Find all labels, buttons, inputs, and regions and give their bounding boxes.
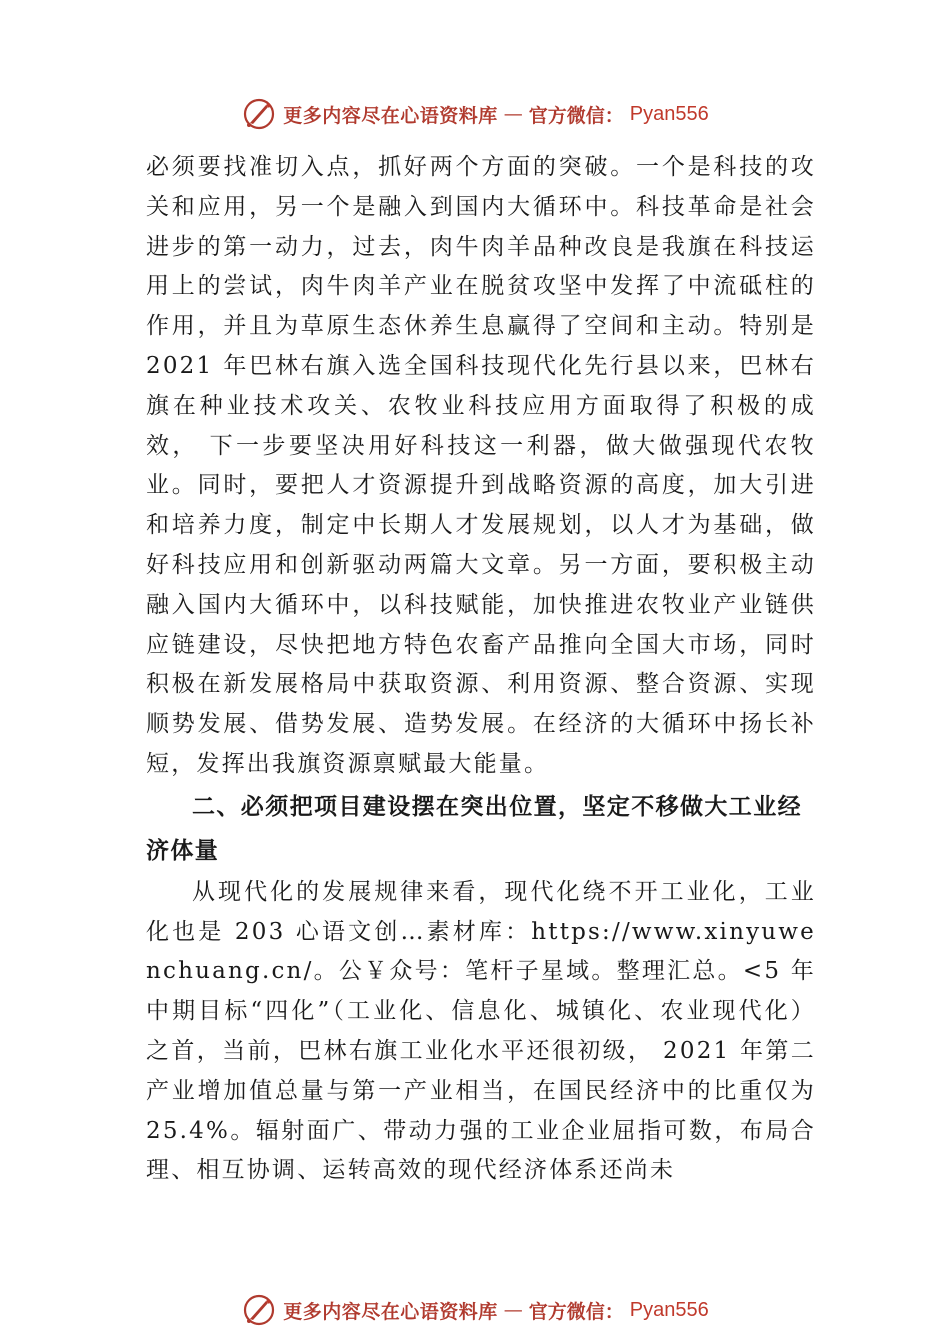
- footer-wechat-id: Pyan556: [629, 1298, 709, 1321]
- footer-official-label: 官方微信：: [528, 1300, 624, 1323]
- footer-separator: —: [503, 1299, 523, 1321]
- section-heading-2: 二、必须把项目建设摆在突出位置，坚定不移做大工业经济体量: [146, 793, 802, 864]
- quill-logo-icon: [241, 1292, 277, 1328]
- body-paragraph-2: 从现代化的发展规律来看，现代化绕不开工业化，工业化也是 203 心语文创…素材库：https://www.xinyuwenchuang.cn/。公￥众号：笔杆子星域。整理汇总。<5 年中期目标“四化”（工业化、信息化、城镇化、农业现代化）之首，当前，巴林右旗工业化水平还很初级， 2021 年第二产业增加值总量与第一产业相当，在国民经济中的比重仅为 25.4%。辐射面广、带动力强的工业企业屈指可数，布局合理、相互协调、运转高效的现代经济体系还尚未: [146, 878, 816, 1184]
- document-body: [146, 148, 816, 1191]
- quill-logo-icon: [241, 96, 277, 132]
- header-official-label: 官方微信：: [528, 104, 624, 127]
- footer-brand-text: 更多内容尽在心语资料库: [283, 1300, 498, 1323]
- header-watermark-banner: [0, 94, 950, 134]
- body-paragraph-1: 必须要找准切入点，抓好两个方面的突破。一个是科技的攻关和应用，另一个是融入到国内大循环中。科技革命是社会进步的第一动力，过去，肉牛肉羊品种改良是我旗在科技运用上的尝试，肉牛肉羊产业在脱贫攻坚中发挥了中流砥柱的作用，并且为草原生态休养生息赢得了空间和主动。特别是 2021 年巴林右旗入选全国科技现代化先行县以来，巴林右旗在种业技术攻关、农牧业科技应用方面取得了积极的成效， 下一步要坚决用好科技这一利器，做大做强现代农牧业。同时，要把人才资源提升到战略资源的高度，加大引进和培养力度，制定中长期人才发展规划，以人才为基础，做好科技应用和创新驱动两篇大文章。另一方面，要积极主动融入国内大循环中，以科技赋能，加快推进农牧业产业链供应链建设，尽快把地方特色农畜产品推向全国大市场，同时积极在新发展格局中获取资源、利用资源、整合资源、实现顺势发展、借势发展、造势发展。在经济的大循环中扬长补短，发挥出我旗资源禀赋最大能量。: [146, 154, 816, 777]
- header-separator: —: [503, 103, 523, 125]
- header-brand-text: 更多内容尽在心语资料库: [283, 104, 498, 127]
- header-wechat-id: Pyan556: [629, 102, 709, 125]
- footer-watermark-banner: [0, 1290, 950, 1330]
